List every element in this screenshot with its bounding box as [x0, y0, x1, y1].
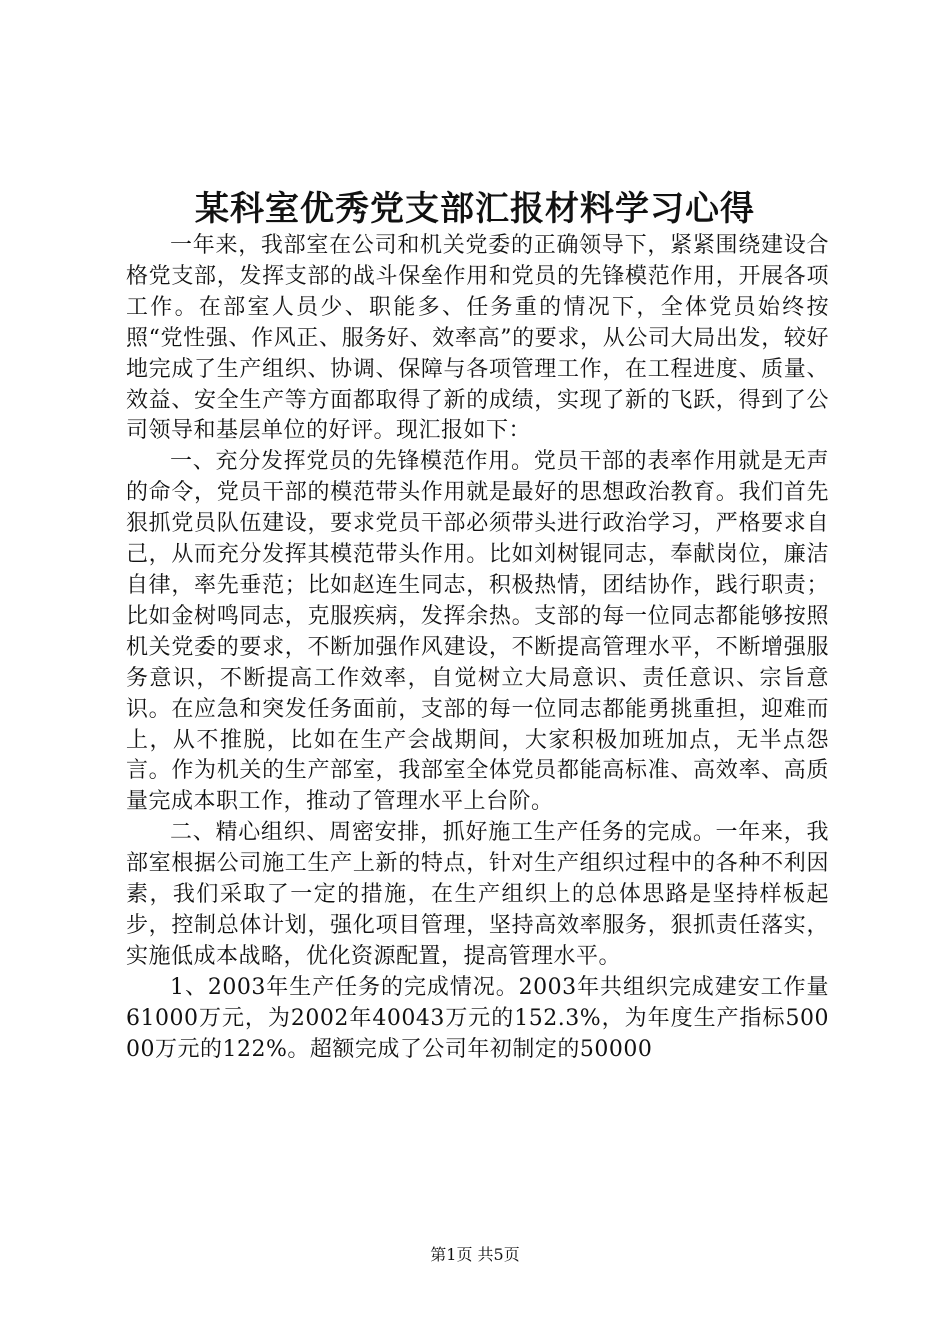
paragraph-section-2: 二、精心组织、周密安排，抓好施工生产任务的完成。一年来，我部室根据公司施工生产上新的特点，针对生产组织过程中的各种不利因素，我们采取了一定的措施，在生产组织上的总体思路是坚持样板起步，控制总体计划，强化项目管理，坚持高效率服务，狠抓责任落实，实施低成本战略，优化资源配置，提高管理水平。: [126, 820, 829, 969]
page-number-footer: 第1页 共5页: [430, 1245, 520, 1264]
document-title: 某科室优秀党支部汇报材料学习心得: [195, 189, 755, 229]
paragraph-intro: 一年来，我部室在公司和机关党委的正确领导下，紧紧围绕建设合格党支部，发挥支部的战斗保垒作用和党员的先锋模范作用，开展各项工作。在部室人员少、职能多、任务重的情况下，全体党员始终按照“党性强、作风正、服务好、效率高”的要求，从公司大局出发，较好地完成了生产组织、协调、保障与各项管理工作，在工程进度、质量、效益、安全生产等方面都取得了新的成绩，实现了新的飞跃，得到了公司领导和基层单位的好评。现汇报如下：: [126, 233, 829, 444]
document-body: [126, 231, 829, 1065]
paragraph-item-1: 1、2003年生产任务的完成情况。2003年共组织完成建安工作量61000万元，为2002年40043万元的152.3%，为年度生产指标50000万元的122%。超额完成了公司年初制定的50000: [126, 974, 829, 1062]
paragraph-section-1: 一、充分发挥党员的先锋模范作用。党员干部的表率作用就是无声的命令，党员干部的模范带头作用就是最好的思想政治教育。我们首先狠抓党员队伍建设，要求党员干部必须带头进行政治学习，严格要求自己，从而充分发挥其模范带头作用。比如刘树锟同志，奉献岗位，廉洁自律，率先垂范；比如赵连生同志，积极热情，团结协作，践行职责；比如金树鸣同志，克服疾病，发挥余热。支部的每一位同志都能够按照机关党委的要求，不断加强作风建设，不断提高管理水平，不断增强服务意识，不断提高工作效率，自觉树立大局意识、责任意识、宗旨意识。在应急和突发任务面前，支部的每一位同志都能勇挑重担，迎难而上，从不推脱，比如在生产会战期间，大家积极加班加点，无半点怨言。作为机关的生产部室，我部室全体党员都能高标准、高效率、高质量完成本职工作，推动了管理水平上台阶。: [126, 449, 829, 815]
